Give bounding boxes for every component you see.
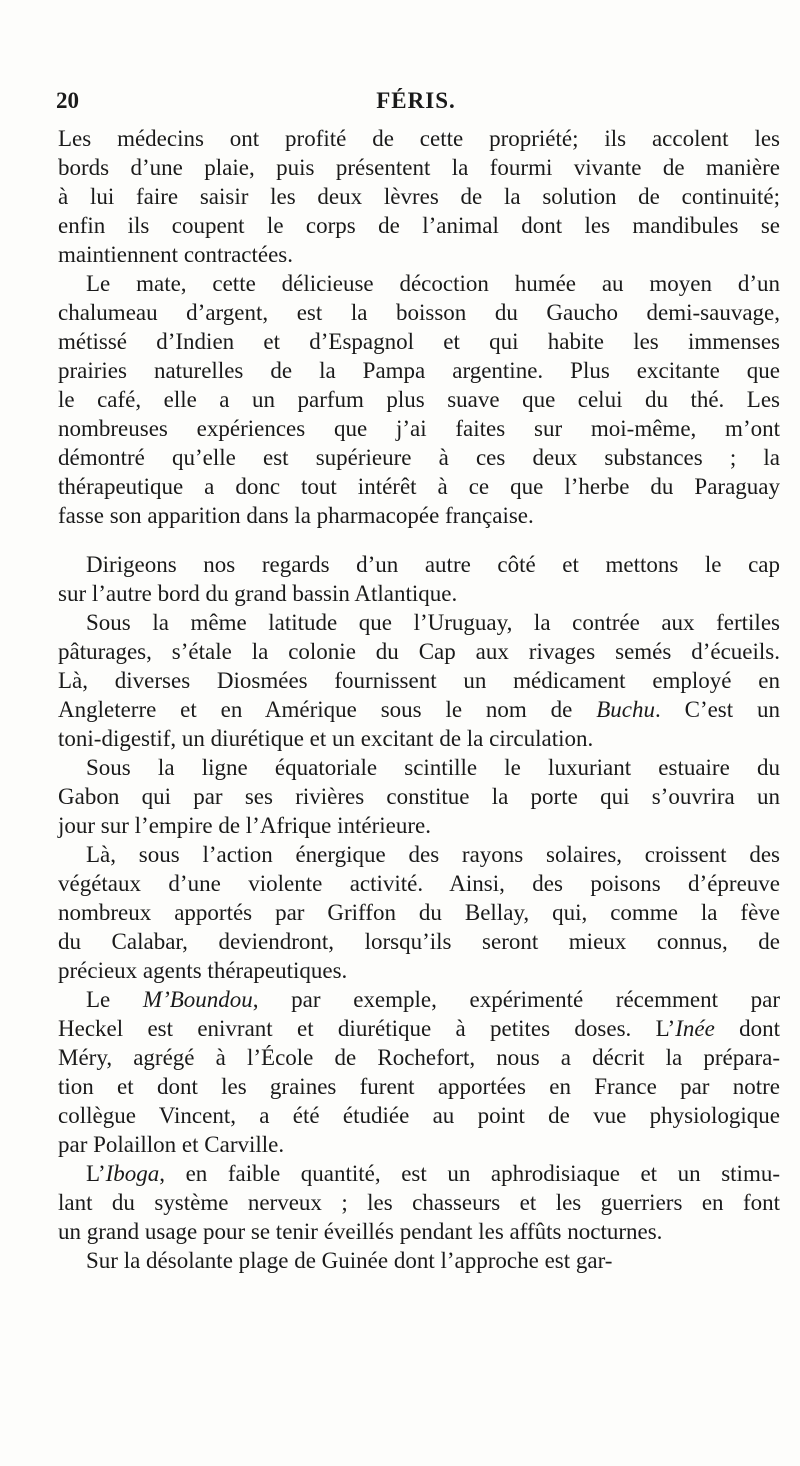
text-line: nombreuses expériences que j’ai faites sur moi-même, m’ont (58, 416, 780, 441)
text-line: Sous la même latitude que l’Uruguay, la contrée aux fertiles (86, 610, 780, 635)
text-line: végétaux d’une violente activité. Ainsi, des poisons d’épreuve (58, 871, 780, 896)
page-number: 20 (56, 88, 79, 113)
paragraph (58, 124, 780, 269)
text-line: le café, elle a un parfum plus suave que celui du thé. Les (58, 387, 780, 412)
text-line: par Polaillon et Carville. (58, 1132, 285, 1157)
text-line: prairies naturelles de la Pampa argentine. Plus excitante que (58, 358, 780, 383)
text-line: Le M’Boundou, par exemple, expérimenté récemment par (86, 987, 780, 1012)
text-line: sur l’autre bord du grand bassin Atlantique. (58, 581, 458, 606)
text-line: du Calabar, deviendront, lorsqu’ils seront mieux connus, de (58, 929, 780, 954)
body-text (58, 124, 780, 1275)
italic-term: Buchu (596, 697, 655, 722)
text-line: Sur la désolante plage de Guinée dont l’approche est gar- (86, 1248, 613, 1273)
paragraph (58, 985, 780, 1159)
text-line: collègue Vincent, a été étudiée au point de vue physiologique (58, 1103, 780, 1128)
text-line: Méry, agrégé à l’École de Rochefort, nous a décrit la prépara- (58, 1045, 780, 1070)
text-line: Là, diverses Diosmées fournissent un médicament employé en (58, 668, 780, 693)
text-line: à lui faire saisir les deux lèvres de la solution de continuité; (58, 184, 780, 209)
text-line: bords d’une plaie, puis présentent la fourmi vivante de manière (58, 155, 780, 180)
italic-term: M’Boundou (142, 987, 253, 1012)
text-line: Sous la ligne équatoriale scintille le luxuriant estuaire du (86, 755, 780, 780)
text-line: Heckel est enivrant et diurétique à petites doses. L’Inée dont (58, 1016, 780, 1041)
italic-term: Iboga (105, 1161, 160, 1186)
text-line: Les médecins ont profité de cette propriété; ils accolent les (58, 126, 780, 151)
page-header (56, 88, 776, 122)
text-line: nombreux apportés par Griffon du Bellay, qui, comme la fève (58, 900, 780, 925)
paragraph (58, 840, 780, 985)
paragraph (58, 608, 780, 753)
paragraph (58, 753, 780, 840)
text-line: chalumeau d’argent, est la boisson du Gaucho demi-sauvage, (58, 300, 780, 325)
text-line: Dirigeons nos regards d’un autre côté et mettons le cap (86, 552, 780, 577)
text-line: un grand usage pour se tenir éveillés pendant les affûts nocturnes. (58, 1219, 663, 1244)
text-line: toni-digestif, un diurétique et un excitant de la circulation. (58, 726, 594, 751)
text-line: lant du système nerveux ; les chasseurs et les guerriers en font (58, 1190, 780, 1215)
text-line: démontré qu’elle est supérieure à ces deux substances ; la (58, 445, 780, 470)
paragraph (58, 269, 780, 530)
text-line: Gabon qui par ses rivières constitue la porte qui s’ouvrira un (58, 784, 780, 809)
text-line: précieux agents thérapeutiques. (58, 958, 348, 983)
paragraph (58, 1246, 780, 1275)
text-line: thérapeutique a donc tout intérêt à ce que l’herbe du Paraguay (58, 474, 780, 499)
paragraph (58, 550, 780, 608)
text-line: jour sur l’empire de l’Afrique intérieure. (58, 813, 431, 838)
text-line: Le mate, cette délicieuse décoction humée au moyen d’un (86, 271, 780, 296)
text-line: pâturages, s’étale la colonie du Cap aux rivages semés d’écueils. (58, 639, 780, 664)
text-line: L’Iboga, en faible quantité, est un aphrodisiaque et un stimu- (86, 1161, 780, 1186)
paragraph (58, 1159, 780, 1246)
text-line: tion et dont les graines furent apportées en France par notre (58, 1074, 780, 1099)
running-head: FÉRIS. (376, 88, 456, 113)
italic-term: Inée (675, 1016, 715, 1041)
text-line: métissé d’Indien et d’Espagnol et qui habite les immenses (58, 329, 780, 354)
text-line: maintiennent contractées. (58, 242, 294, 267)
paragraph-gap (58, 530, 780, 550)
text-line: Angleterre et en Amérique sous le nom de Buchu. C’est un (58, 697, 780, 722)
text-line: Là, sous l’action énergique des rayons solaires, croissent des (86, 842, 780, 867)
text-line: fasse son apparition dans la pharmacopée française. (58, 503, 534, 528)
text-line: enfin ils coupent le corps de l’animal dont les mandibules se (58, 213, 780, 238)
